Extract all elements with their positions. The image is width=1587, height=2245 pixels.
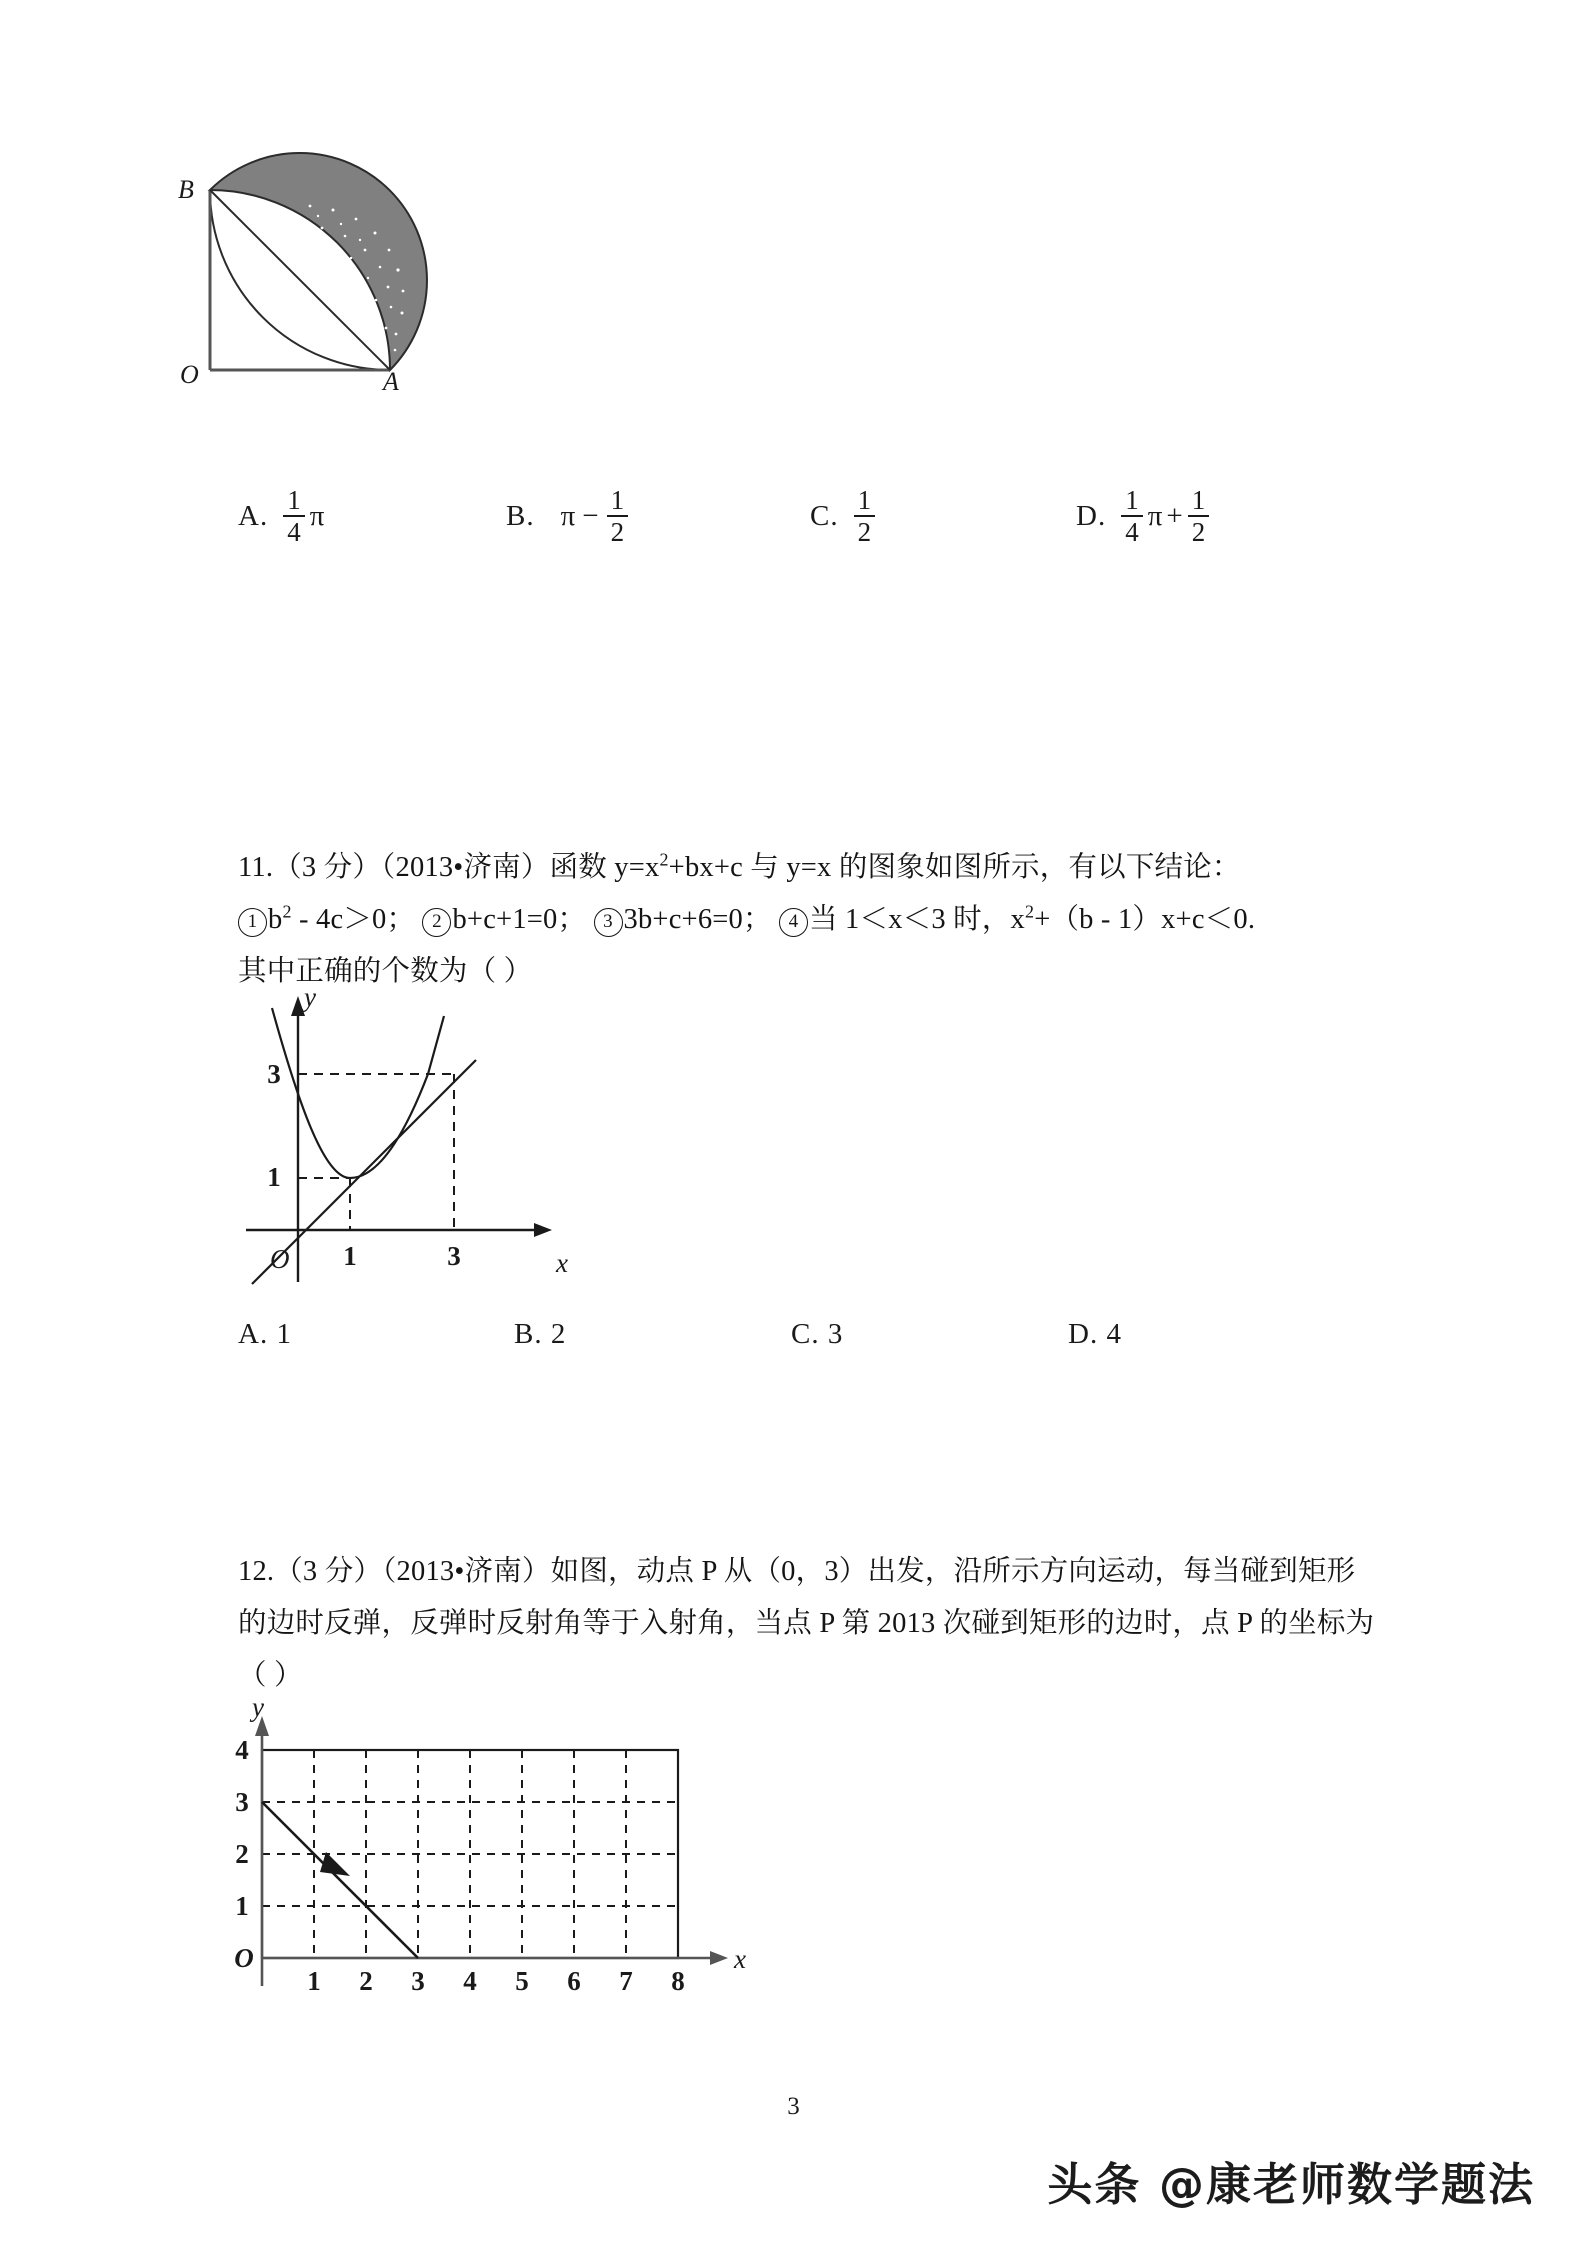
q10-option-a-fraction	[283, 486, 305, 546]
q12-x-axis-arrow	[710, 1951, 728, 1965]
q12-figure-svg	[222, 1700, 782, 2020]
q12-x-tick-3: 3	[411, 1966, 425, 1996]
q10-figure-svg	[170, 140, 570, 390]
q11-conclusion-4-marker: 4	[779, 908, 808, 937]
q10-option-d-pi: π	[1147, 499, 1163, 532]
q11-option-c[interactable]	[791, 1318, 843, 1351]
q11-conclusion-1-exponent: 2	[282, 901, 292, 922]
q11-line1-part2: +bx+c 与 y=x 的图象如图所示，有以下结论：	[668, 852, 1241, 883]
q11-conclusion-4-a: 当 1＜x＜3 时，x	[809, 904, 1025, 935]
q10-label-a: A	[383, 367, 399, 390]
q10-label-b: B	[178, 175, 194, 204]
q12-x-tick-6: 6	[567, 1966, 581, 1996]
q11-conclusion-3-text: 3b+c+6=0；	[623, 904, 772, 935]
q10-option-d-denominator-1: 4	[1125, 517, 1139, 548]
q10-option-b-letter: B.	[506, 499, 535, 532]
q11-conclusion-3-marker: 3	[594, 908, 623, 937]
q10-option-b-numerator: 1	[607, 486, 629, 517]
q12-y-tick-2: 2	[235, 1839, 249, 1869]
q12-y-tick-4: 4	[235, 1735, 249, 1765]
q11-option-c-value: 3	[827, 1318, 844, 1350]
q12-x-tick-5: 5	[515, 1966, 529, 1996]
q11-text-line-3: 其中正确的个数为（ ）	[238, 956, 533, 987]
q11-options-row	[238, 1318, 1388, 1362]
q11-option-a[interactable]	[238, 1318, 292, 1351]
q11-y-tick-3: 3	[267, 1059, 281, 1089]
q10-option-c[interactable]	[810, 486, 878, 546]
q12-text-line-3: （ ）	[238, 1660, 303, 1691]
q10-option-d[interactable]	[1076, 486, 1212, 546]
q10-option-d-letter: D.	[1076, 499, 1107, 532]
q11-line1-exponent: 2	[659, 849, 669, 870]
q12-y-tick-3: 3	[235, 1787, 249, 1817]
q11-conclusion-1-marker: 1	[238, 908, 267, 937]
q11-question-text	[238, 842, 1418, 998]
q10-option-c-numerator: 1	[854, 486, 876, 517]
watermark-text: 头条 @康老师数学题法	[1047, 2158, 1535, 2211]
q11-line1-part1: 11.（3 分）（2013•济南）函数 y=x	[238, 852, 660, 883]
q10-option-b-denominator: 2	[610, 517, 625, 548]
q10-option-a-denominator: 4	[287, 517, 301, 548]
q12-x-tick-4: 4	[463, 1966, 477, 1996]
q10-option-b-fraction	[607, 486, 629, 546]
page-number: 3	[787, 2093, 800, 2120]
q11-option-b[interactable]	[514, 1318, 566, 1351]
q11-option-a-letter: A.	[238, 1318, 269, 1350]
q10-figure	[170, 140, 570, 390]
q10-option-c-denominator: 2	[857, 517, 872, 548]
q10-option-b-minus: −	[582, 499, 599, 532]
q11-option-d-letter: D.	[1068, 1318, 1099, 1350]
q11-figure-svg	[238, 982, 578, 1302]
q12-x-tick-1: 1	[307, 1966, 321, 1996]
q11-option-d[interactable]	[1068, 1318, 1122, 1351]
q11-x-tick-1: 1	[343, 1241, 357, 1271]
q10-option-d-plus: +	[1166, 499, 1183, 532]
q10-option-d-fraction-2	[1188, 486, 1210, 546]
q12-y-axis-label: y	[252, 1700, 264, 1722]
shaded-lune-region	[210, 153, 427, 370]
q11-figure	[238, 982, 578, 1302]
q10-options-row	[238, 478, 1418, 558]
q10-option-c-letter: C.	[810, 499, 839, 532]
q10-option-a[interactable]	[238, 486, 326, 546]
q12-y-tick-1: 1	[235, 1891, 249, 1921]
q10-option-d-numerator-2: 1	[1188, 486, 1210, 517]
q10-option-a-pi: π	[309, 499, 325, 532]
q10-option-d-numerator-1: 1	[1121, 486, 1143, 517]
q11-option-c-letter: C.	[791, 1318, 820, 1350]
q11-option-a-value: 1	[276, 1318, 292, 1350]
q11-option-b-letter: B.	[514, 1318, 543, 1350]
q11-y-axis-arrow	[291, 996, 305, 1016]
q11-origin-label: O	[270, 1244, 290, 1274]
q12-question-text	[238, 1546, 1438, 1702]
q11-conclusion-2-text: b+c+1=0；	[452, 904, 587, 935]
q10-option-d-fraction-1	[1121, 486, 1143, 546]
q11-conclusion-2-marker: 2	[422, 908, 451, 937]
q11-x-axis-label: x	[556, 1248, 568, 1278]
q10-option-b-pi: π	[560, 499, 576, 532]
q11-x-axis-arrow	[534, 1223, 552, 1237]
q10-option-c-fraction	[854, 486, 876, 546]
q12-x-tick-7: 7	[619, 1966, 633, 1996]
q10-label-o: O	[180, 360, 199, 389]
q12-path-direction-arrow	[320, 1852, 350, 1876]
q11-conclusion-4-exponent: 2	[1024, 901, 1035, 922]
q12-x-axis-label: x	[734, 1944, 746, 1974]
q11-option-b-value: 2	[550, 1318, 567, 1350]
q11-x-tick-3: 3	[447, 1241, 461, 1271]
q12-figure	[222, 1700, 782, 2020]
q12-text-line-2: 的边时反弹，反弹时反射角等于入射角，当点 P 第 2013 次碰到矩形的边时，点 P 的坐标为	[238, 1608, 1375, 1639]
q11-option-d-value: 4	[1106, 1318, 1122, 1350]
q12-origin-label: O	[234, 1943, 254, 1973]
q11-conclusion-1-a: b	[268, 904, 283, 935]
q11-text-line-1	[238, 842, 1418, 894]
q10-option-a-numerator: 1	[283, 486, 305, 517]
q11-y-tick-1: 1	[267, 1162, 281, 1192]
q12-x-tick-2: 2	[359, 1966, 373, 1996]
q12-point-p-path	[262, 1802, 418, 1958]
q12-x-tick-8: 8	[671, 1966, 685, 1996]
q11-text-line-2	[238, 894, 1418, 946]
q11-conclusion-4-b: +（b - 1）x+c＜0.	[1034, 904, 1256, 935]
q12-text-line-1: 12.（3 分）（2013•济南）如图，动点 P 从（0，3）出发，沿所示方向运动，每当碰到矩形	[238, 1556, 1356, 1587]
q11-conclusion-1-b: - 4c＞0；	[291, 904, 416, 935]
q10-option-b[interactable]	[506, 486, 631, 546]
q11-y-axis-label: y	[304, 982, 316, 1012]
q10-option-d-denominator-2: 2	[1191, 517, 1206, 548]
q10-option-a-letter: A.	[238, 499, 269, 532]
